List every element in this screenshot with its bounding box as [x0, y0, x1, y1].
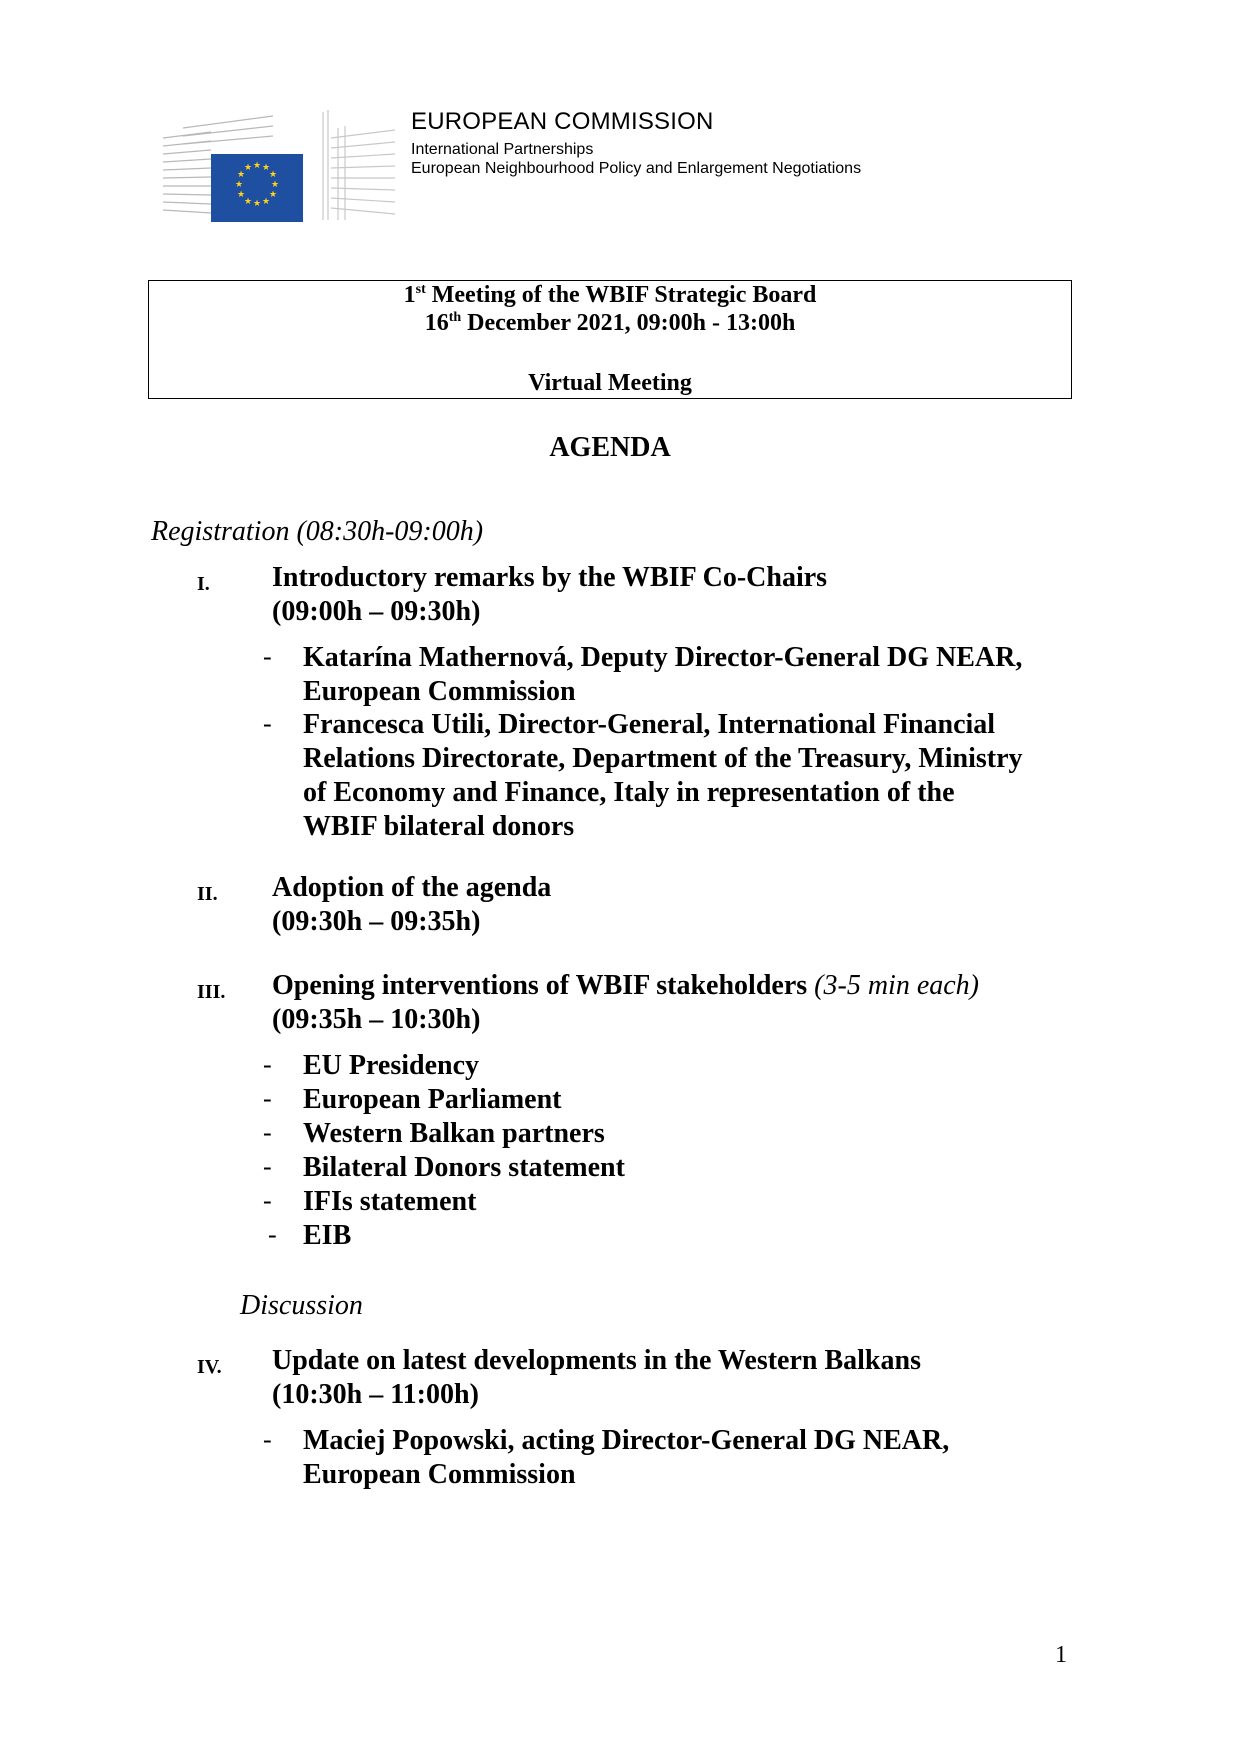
- bullet-dash: -: [263, 1152, 272, 1181]
- svg-text:★: ★: [252, 161, 262, 171]
- bullet-dash: -: [263, 642, 272, 671]
- bullet-dash: -: [263, 709, 272, 738]
- item-number: IV.: [197, 1356, 222, 1378]
- svg-text:★: ★: [236, 170, 246, 180]
- bullet-dash: -: [268, 1220, 277, 1249]
- list-item: European Parliament: [303, 1084, 562, 1115]
- item-time: (09:00h – 09:30h): [272, 596, 481, 627]
- agenda-heading: AGENDA: [549, 432, 671, 463]
- meeting-format: Virtual Meeting: [528, 370, 692, 396]
- item-time: (10:30h – 11:00h): [272, 1379, 479, 1410]
- european-commission-logo: [163, 108, 395, 222]
- svg-text:★: ★: [268, 170, 278, 180]
- svg-text:★: ★: [261, 163, 271, 173]
- meeting-info-box: [148, 280, 1072, 399]
- item-title: Update on latest developments in the Western Balkans: [272, 1345, 921, 1376]
- item-title: Adoption of the agenda: [272, 872, 552, 903]
- item-time: (09:35h – 10:30h): [272, 1004, 481, 1035]
- meeting-date: 16th December 2021, 09:00h - 13:00h: [424, 310, 796, 336]
- svg-text:★: ★: [243, 163, 253, 173]
- svg-text:★: ★: [234, 180, 244, 190]
- bullet-dash: -: [263, 1425, 272, 1454]
- bullet-dash: -: [263, 1084, 272, 1113]
- list-item: EIB: [303, 1220, 352, 1251]
- organization-header: [411, 108, 861, 178]
- svg-text:★: ★: [236, 190, 246, 200]
- discussion-label: Discussion: [240, 1290, 363, 1321]
- item-time: (09:30h – 09:35h): [272, 906, 481, 937]
- list-item: Western Balkan partners: [303, 1118, 605, 1149]
- svg-text:★: ★: [270, 180, 280, 190]
- directorate-line-1: International Partnerships: [411, 141, 594, 158]
- svg-text:★: ★: [261, 197, 271, 207]
- list-item: Bilateral Donors statement: [303, 1152, 625, 1183]
- svg-text:★: ★: [268, 190, 278, 200]
- meeting-title: 1st Meeting of the WBIF Strategic Board: [403, 282, 817, 308]
- item-number: III.: [197, 981, 226, 1003]
- svg-text:★: ★: [252, 199, 262, 209]
- list-item: Francesca Utili, Director-General, International Financial Relations Directorate, Department of the Treasury, Ministry of Economy and Finance, Italy in representation of the WBIF bilateral donors: [303, 709, 1023, 842]
- item-title: Opening interventions of WBIF stakeholders (3-5 min each): [272, 970, 979, 1001]
- bullet-dash: -: [263, 1118, 272, 1147]
- item-title: Introductory remarks by the WBIF Co-Chairs: [272, 562, 828, 593]
- item-number: II.: [197, 883, 218, 905]
- list-item: EU Presidency: [303, 1050, 480, 1081]
- list-item: IFIs statement: [303, 1186, 477, 1217]
- item-number: I.: [197, 573, 210, 595]
- organization-name: EUROPEAN COMMISSION: [411, 108, 714, 135]
- registration-line: Registration (08:30h-09:00h): [151, 516, 484, 547]
- list-item: Katarína Mathernová, Deputy Director-General DG NEAR, European Commission: [303, 642, 1023, 707]
- directorate-line-2: European Neighbourhood Policy and Enlargement Negotiations: [411, 160, 862, 177]
- svg-text:★: ★: [243, 197, 253, 207]
- page-number: 1: [1055, 1642, 1067, 1668]
- list-item: Maciej Popowski, acting Director-General DG NEAR, European Commission: [303, 1425, 950, 1490]
- bullet-dash: -: [263, 1050, 272, 1079]
- bullet-dash: -: [263, 1186, 272, 1215]
